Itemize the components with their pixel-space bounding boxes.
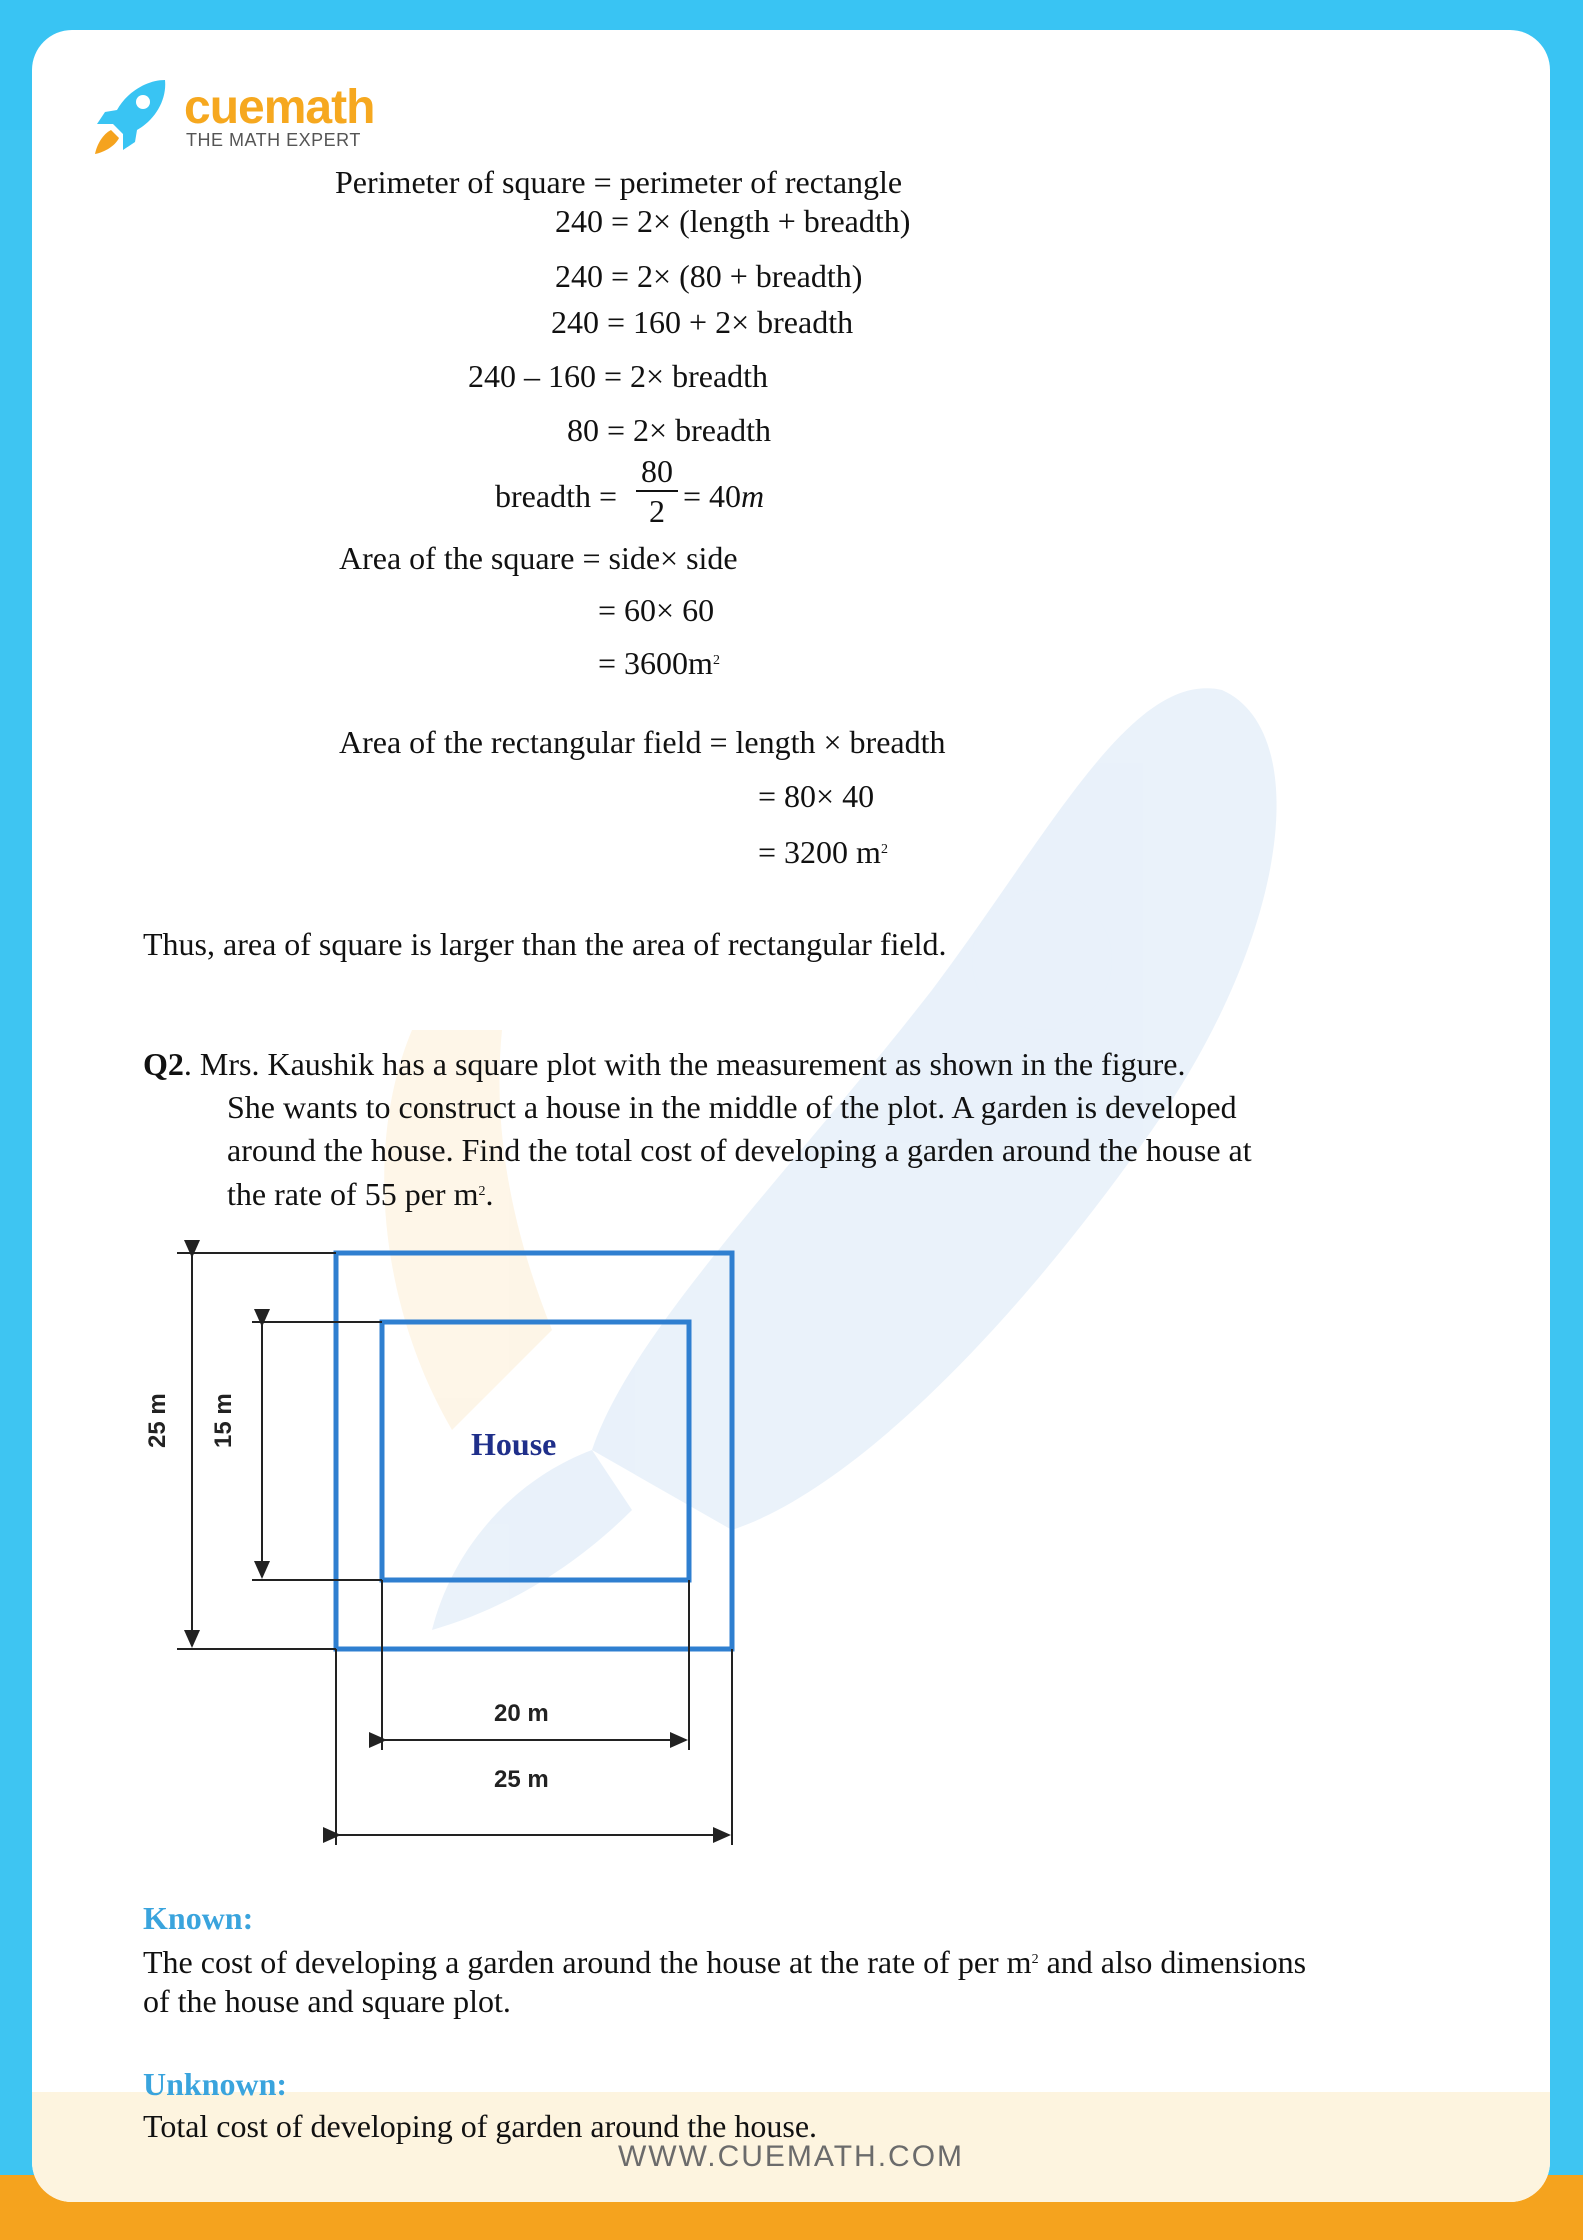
known-text-2: and also dimensions — [1038, 1944, 1307, 1980]
question-period: . — [485, 1176, 494, 1212]
outer-height-label: 25 m — [144, 1393, 171, 1448]
solution-line-9: = 60× 60 — [598, 592, 715, 628]
rect-area-value: = 3200 m — [758, 834, 881, 870]
known-text-1: The cost of developing a garden around the house at the rate of per m — [143, 1944, 1032, 1980]
solution-line-1: Perimeter of square = perimeter of rectangle — [335, 164, 903, 200]
question-text-1: . Mrs. Kaushik has a square plot with the measurement as shown in the figure. — [183, 1046, 1186, 1082]
plot-figure — [32, 30, 1550, 2202]
question-label: Q2 — [143, 1046, 184, 1082]
brand-tagline: THE MATH EXPERT — [186, 130, 361, 150]
solution-line-3: 240 = 2× (80 + breadth) — [555, 258, 863, 294]
square-unit-exponent: 2 — [712, 653, 720, 668]
rect-unit-exponent: 2 — [880, 842, 888, 857]
question-2-line-3: around the house. Find the total cost of developing a garden around the house at — [227, 1132, 1252, 1168]
solution-conclusion: Thus, area of square is larger than the area of rectangular field. — [143, 926, 947, 962]
solution-line-8: Area of the square = side× side — [339, 540, 738, 576]
fraction-numerator: 80 — [641, 453, 673, 489]
solution-line-5: 240 – 160 = 2× breadth — [468, 358, 769, 394]
house-width-label: 20 m — [494, 1700, 549, 1727]
plot-width-label: 25 m — [494, 1766, 549, 1793]
unknown-text: Total cost of developing of garden around the house. — [143, 2108, 818, 2144]
solution-line-12: = 80× 40 — [758, 778, 875, 814]
known-heading: Known: — [143, 1900, 254, 1936]
question-text-4: the rate of 55 per m — [227, 1176, 479, 1212]
known-unit-exponent: 2 — [1031, 1952, 1039, 1967]
solution-line-7-left: breadth = — [495, 478, 617, 514]
footer-url[interactable]: WWW.CUEMATH.COM — [617, 2140, 965, 2173]
solution-line-2: 240 = 2× (length + breadth) — [555, 203, 911, 239]
fraction-denominator: 2 — [649, 493, 665, 529]
solution-line-4: 240 = 160 + 2× breadth — [551, 304, 854, 340]
house-label: House — [471, 1426, 557, 1462]
question-2-line-2: She wants to construct a house in the middle of the plot. A garden is developed — [227, 1089, 1237, 1125]
house-height-label: 15 m — [210, 1393, 237, 1448]
square-area-value: = 3600m — [598, 645, 713, 681]
known-text-line-2: of the house and square plot. — [143, 1983, 511, 2019]
page-card — [32, 30, 1550, 2202]
brand-name-part1: cue — [184, 81, 264, 134]
question-unit-exponent: 2 — [478, 1184, 486, 1199]
brand-name-part2: math — [263, 81, 375, 134]
breadth-value: = 40 — [683, 478, 742, 514]
solution-line-6: 80 = 2× breadth — [567, 412, 772, 448]
known-text-line-1 — [143, 1944, 1306, 1980]
breadth-unit: m — [741, 478, 765, 514]
unknown-heading: Unknown: — [143, 2066, 288, 2102]
solution-line-11: Area of the rectangular field = length × breadth — [339, 724, 946, 760]
